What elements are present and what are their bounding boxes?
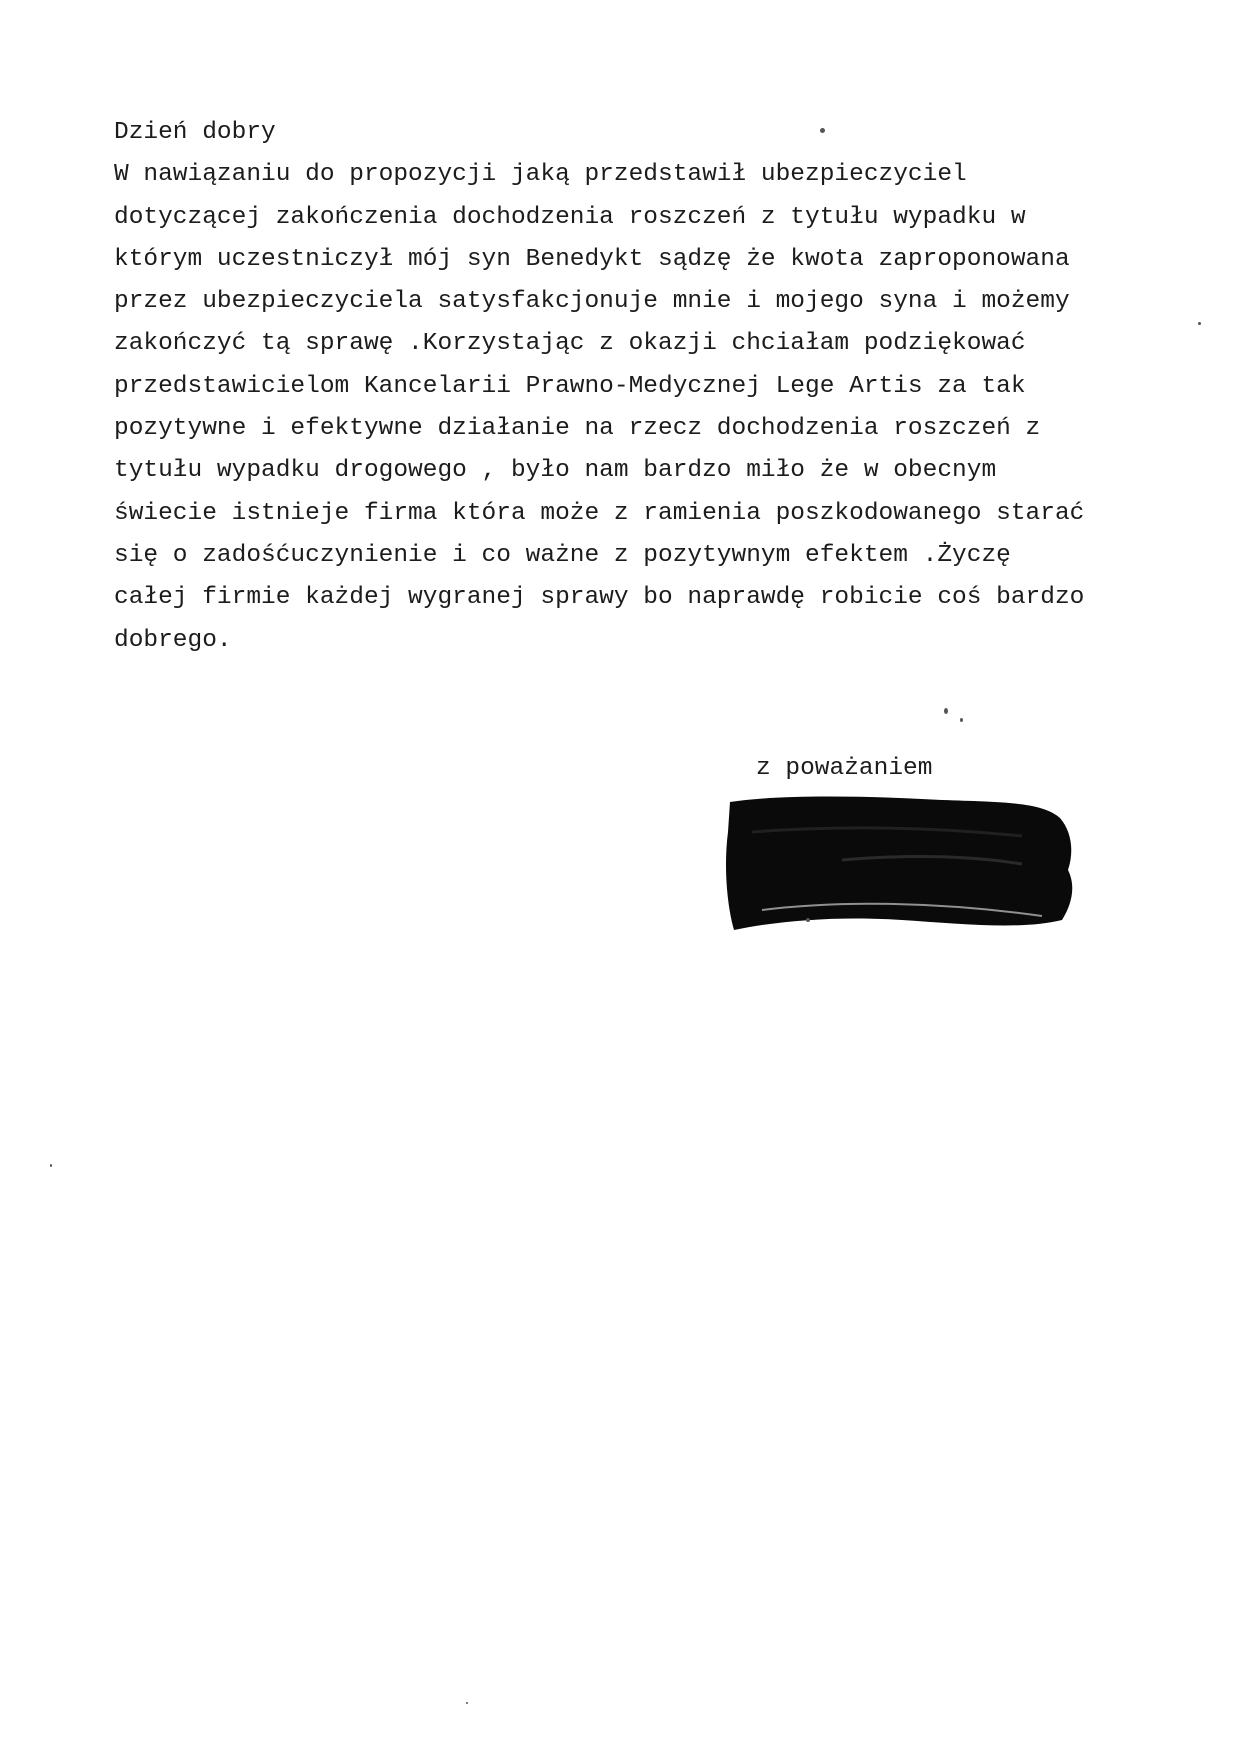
letter-body bbox=[114, 112, 1124, 662]
letter-line: W nawiązaniu do propozycji jaką przedstawił ubezpieczyciel bbox=[114, 161, 967, 189]
scan-speck bbox=[50, 1164, 52, 1167]
letter-line: przedstawicielom Kancelarii Prawno-Medycznej Lege Artis za tak bbox=[114, 372, 1026, 400]
letter-line: zakończyć tą sprawę .Korzystając z okazji chciałam podziękować bbox=[114, 330, 1026, 358]
letter-line: przez ubezpieczyciela satysfakcjonuje mnie i mojego syna i możemy bbox=[114, 288, 1070, 316]
scan-speck bbox=[944, 708, 948, 714]
letter-line: tytułu wypadku drogowego , było nam bardzo miło że w obecnym bbox=[114, 457, 997, 485]
closing-salutation: z poważaniem bbox=[756, 755, 933, 782]
letter-line: całej firmie każdej wygranej sprawy bo naprawdę robicie coś bardzo bbox=[114, 584, 1085, 612]
letter-line: dobrego. bbox=[114, 626, 232, 654]
letter-line: się o zadośćuczynienie i co ważne z pozytywnym efektem .Życzę bbox=[114, 541, 1011, 569]
greeting: Dzień dobry bbox=[114, 119, 276, 146]
letter-line: pozytywne i efektywne działanie na rzecz dochodzenia roszczeń z bbox=[114, 415, 1041, 443]
redacted-signature bbox=[722, 792, 1078, 934]
scan-speck bbox=[806, 918, 810, 922]
letter-line: którym uczestniczył mój syn Benedykt sądzę że kwota zaproponowana bbox=[114, 245, 1070, 273]
letter-line: świecie istnieje firma która może z ramienia poszkodowanego starać bbox=[114, 499, 1085, 527]
scan-speck bbox=[960, 718, 963, 722]
scan-speck bbox=[466, 1702, 468, 1704]
scan-speck bbox=[1198, 322, 1201, 325]
scan-speck bbox=[820, 128, 825, 133]
letter-line: dotyczącej zakończenia dochodzenia roszczeń z tytułu wypadku w bbox=[114, 203, 1026, 231]
